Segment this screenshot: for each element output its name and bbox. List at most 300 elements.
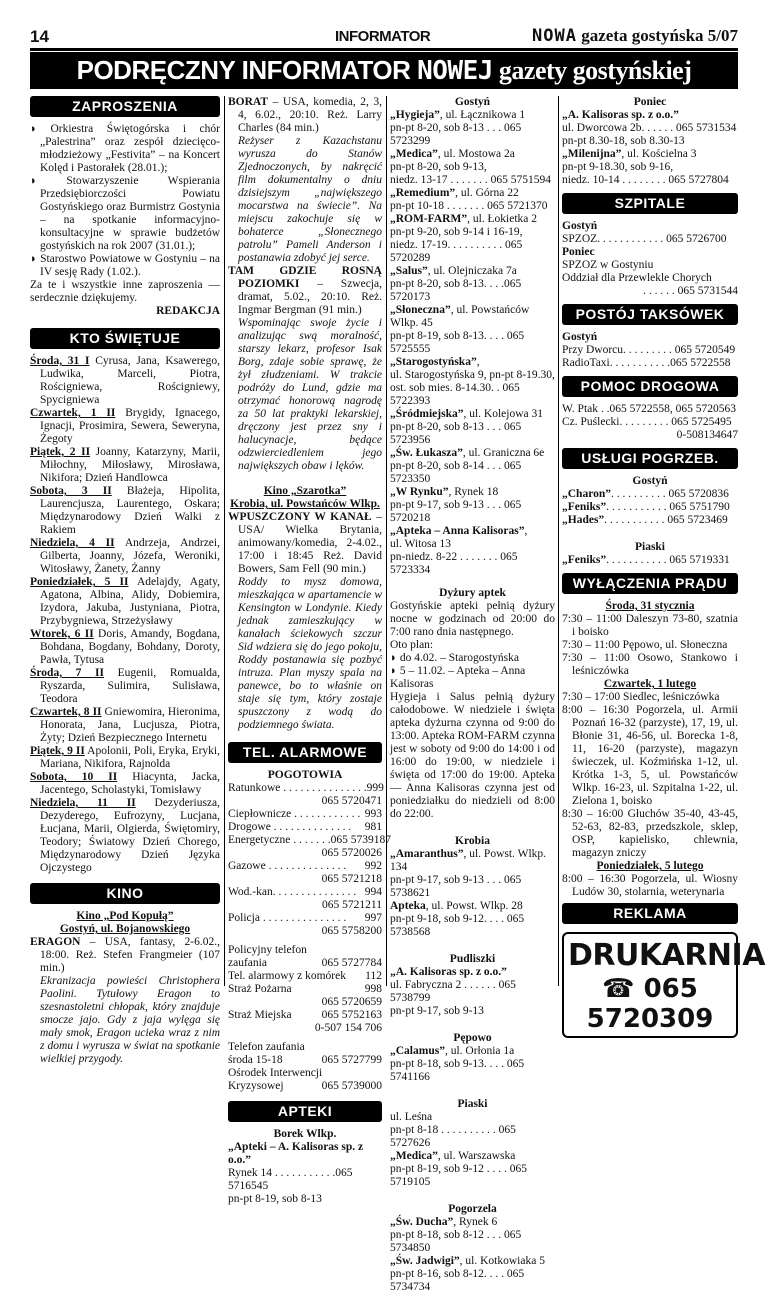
pharmacy-hours: niedz. 10-14 . . . . . . . . 065 5727804 [562, 174, 729, 186]
pharmacy-hours: pn-pt 8-16, sob 8-12. . . . 065 5734734 [390, 1268, 525, 1293]
pharmacy-title: „Św. Ducha” [390, 1216, 454, 1228]
title-nowej: NOWEJ [417, 56, 493, 86]
film-title: BORAT [228, 96, 269, 108]
funeral-number: . . . . . . . . . . . 065 5751790 [606, 501, 730, 513]
section-name: INFORMATOR [335, 28, 431, 45]
funeral-line [562, 554, 738, 567]
pharmacy-title: „Amaranthus” [390, 848, 464, 860]
publication-rest: gazeta gostyńska 5/07 [576, 26, 738, 45]
city-name: Gostyń [632, 475, 668, 487]
dyzury-text: Gostyńskie apteki pełnią dyżury nocne w godzinach od 20:00 do 7:00 rano dnia następnego. [390, 600, 555, 638]
pharmacy-hours: pn-pt 8-19, sob 9-12 . . . . 065 5719105 [390, 1163, 528, 1188]
nameday-entry [30, 797, 220, 875]
column-2 [228, 96, 391, 1206]
nameday-names: Eugenii, Romualda, Ryszarda, Sulimira, Sulisława, Teodora [40, 667, 220, 705]
column-divider [224, 96, 225, 986]
outage-date: Czwartek, 1 lutego [603, 678, 697, 690]
pharmacy-hours: pn-pt 10-18 . . . . . . . 065 5721370 [390, 200, 548, 212]
pharmacy-hours: ul. Starogostyńska 9, pn-pt 8-19.30, [390, 369, 555, 381]
alarm-number: 065 5752163 [321, 1009, 382, 1021]
city-name: Gostyń [454, 96, 491, 108]
pharmacy-title: „Śródmiejska” [390, 408, 464, 420]
pharmacy-address: , ul. Łącznikowa 1 [439, 109, 526, 121]
nameday-entry [30, 355, 220, 407]
nameday-entry [30, 485, 220, 537]
header-rule [30, 48, 738, 51]
film-info: – USA/ Wielka Brytania, animowany/komedia, 2-4.02., 17:00 i 18:45 Reż. David Bowers, Sam Fell (90 min.) [238, 511, 382, 575]
nameday-date: Niedziela, 4 II [30, 537, 115, 549]
nameday-entry [30, 537, 220, 576]
alarm-number: 112 [365, 970, 382, 982]
film-info: – USA, fantasy, 2-6.02., 18:00. Reż. Stefen Frangmeier (107 min.) [40, 936, 220, 974]
pharmacy-hours: pn-pt 9-18, sob 9-12. . . . 065 5738568 [390, 913, 525, 938]
zaproszenie-item: ◗ Stowarzyszenie Wspierania Przedsiębiorczości Powiatu Gostyńskiego oraz Burmistrz Gostynia – na spotkanie informacyjno-konsultacyjne w sprawie budżetów gostyńskich na rok 2007 (31.01.); [30, 175, 220, 252]
city-name: Gostyń [562, 331, 598, 343]
pharmacy-hours: pn-pt 8-20, sob 8-13 . . . 065 5723956 [390, 421, 522, 446]
pharmacy-name [390, 1255, 555, 1268]
funeral-list [562, 488, 738, 527]
outage-line: 8:00 – 16:30 Pogorzela, ul. Armii Poznań 16-32 (parzyste), 17, 19, ul. Błonie 31, 46-56, ul. Borecka 1-8, 11, 16-20 (parzyste), magazyn świeczek, ul. Koźmińska 1-12, ul. Krótka 1-3, 5, ul. Powstańców Wlkp. 16-23, ul. Szpitalna 1-22, ul. Zielona 1, boisko [562, 704, 738, 807]
alarm-row [228, 1009, 382, 1022]
ad-phone: ☎ 065 5720309 [586, 974, 714, 1034]
nameday-names: Doris, Amandy, Bogdana, Bohdana, Bogdany, Bohdany, Doroty, Pawła, Tytusa [40, 628, 220, 666]
alarm-number: 065 5720471 [321, 795, 382, 807]
alarm-row [228, 1080, 382, 1093]
nameday-entry [30, 667, 220, 706]
swietuje-heading: KTO ŚWIĘTUJE [30, 328, 220, 349]
outage-line: 7:30 – 17:00 Siedlec, leśniczówka [562, 691, 720, 703]
alarm-label: Tel. alarmowy z komórek [228, 970, 346, 982]
cinema-name: Kino „Pod Kopułą” [76, 910, 174, 922]
pharmacy-title: „Hygieja” [390, 109, 440, 121]
drogowa-heading: POMOC DROGOWA [562, 376, 738, 397]
zaproszenia-heading: ZAPROSZENIA [30, 96, 220, 117]
alarm-dots: . . . . . . . . . . . . . . [275, 886, 357, 898]
alarm-number: 994 [364, 886, 382, 898]
film-description: Ekranizacja powieści Christophera Paolini. Tytułowy Eragon to szesnastoletni chłopak, który znajduje smocze jajo. Gdy z jaja wylęga się mały smok, Eragon ucieka wraz z nim z domu i wyrusza w świat na spotkanie wielkiej przygody. [40, 975, 220, 1065]
alarmowe-heading: TEL. ALARMOWE [228, 742, 382, 763]
film-entry [228, 96, 382, 135]
alarm-number: 981 [364, 821, 382, 833]
szpitale-heading: SZPITALE [562, 193, 738, 214]
alarm-label: Kryzysowej [228, 1080, 284, 1092]
film-description: Wspominając swoje życie i analizując swą moralność, starszy lekarz, profesor Isak Borg, zdaje sobie sprawę, że żył złudzeniami. W trakcie podróży do Lund, gdzie ma otrzymać honorową nagrodę za 50 lat praktyki lekarskiej, dręczony jest przez sny i halucynacje, będące odzwierciedleniem jego największych obaw i lęków. [238, 317, 382, 472]
alarm-dots: . . . . . . . . . . . . . . [270, 821, 352, 833]
alarm-dots: . . . . . . . . . . . . . . [265, 860, 347, 872]
pharmacy-hours: pn-pt 9-20, sob 9-14 i 16-19, [390, 226, 523, 238]
pharmacy-title: „Słoneczna” [390, 304, 451, 316]
pharmacy-hours: pn-pt 8.30-18, sob 8.30-13 [562, 135, 685, 147]
pharmacy-name [390, 525, 555, 538]
alarm-number: 999 [366, 782, 384, 794]
pharmacy-address: , ul. Powstańców Wlkp. 45 [390, 304, 530, 329]
funeral-line [562, 501, 738, 514]
page-number: 14 [30, 27, 49, 46]
outage-list [562, 613, 738, 678]
funeral-number: . . . . . . . . . . . 065 5723469 [604, 514, 728, 526]
alarm-label [228, 860, 346, 873]
roadside-line: 0-508134647 [676, 429, 738, 441]
column-4 [562, 96, 765, 1038]
pharmacy-hours: pn-pt 8-20, sob 8-13 . . . 065 5723299 [390, 122, 522, 147]
funeral-name: „Charon” [562, 488, 611, 500]
alarm-label [228, 912, 346, 925]
nameday-names: Brygidy, Ignacego, Ignacji, Prosimira, Sewera, Seweryna, Żegoty [40, 407, 220, 445]
pharmacy-name [390, 408, 555, 421]
alarm-row [228, 912, 382, 925]
advertisement [562, 932, 765, 1038]
nameday-entry [30, 745, 220, 771]
taxi-heading: POSTÓJ TAKSÓWEK [562, 304, 738, 325]
nameday-names: Gniewomira, Hieronima, Honorata, Jana, Lucjusza, Piotra, Żyty; Dzień Bezpiecznego Internetu [40, 706, 220, 744]
pharmacy-hours: pn-pt 8-20, sob 8-13. . . .065 5720173 [390, 278, 522, 303]
hospital-line: SPZOZ. . . . . . . . . . . . 065 5726700 [562, 233, 727, 245]
outage-date: Poniedziałek, 5 lutego [596, 860, 704, 872]
city-name: Poniec [562, 246, 595, 258]
nameday-date: Sobota, 10 II [30, 771, 118, 783]
dyzury-heading: Dyżury aptek [439, 587, 506, 599]
pharmacy-title: „Św. Łukasza” [390, 447, 463, 459]
alarm-label: środa 15-18 [228, 1054, 283, 1066]
alarm-row [228, 886, 382, 899]
nameday-names: Apolonii, Poli, Eryka, Eryki, Mariana, Nikifora, Rajnolda [40, 745, 220, 770]
pharmacy-address: , ul. Kościelna 3 [621, 148, 697, 160]
city-name: Borek Wlkp. [273, 1128, 337, 1140]
alarm-label: zaufania [228, 957, 267, 969]
pharmacy-address: , [524, 525, 528, 537]
plan-item: ◗ do 4.02. – Starogostyńska [390, 652, 519, 664]
pharmacy-hours: pn-pt 8-18 . . . . . . . . . . 065 5727626 [390, 1124, 516, 1149]
pharmacy-address: , ul. Kolejowa 31 [463, 408, 544, 420]
pharmacy-name: „Apteki – A. Kalisoras sp. z o.o.” [228, 1141, 364, 1166]
alarm-label: Policyjny telefon [228, 944, 307, 956]
pharmacy-title: „Salus” [390, 265, 428, 277]
alarm-number: 997 [364, 912, 382, 924]
nameday-names: Adelajdy, Agaty, Agatona, Albina, Alidy, Dobiemira, Izydora, Jakuba, Justyniana, Piotra, Przybygniewa, Strzeżysławy [40, 576, 220, 627]
nameday-date: Piątek, 2 II [30, 446, 91, 458]
pharmacy-name [390, 1045, 555, 1058]
city-name: Piaski [634, 541, 666, 553]
alarm-dots: . . . . . . . . . . . . . . . [259, 912, 347, 924]
film-description: Reżyser z Kazachstanu wyrusza do Stanów Zjednoczonych, by nakręcić film dokumentalny o dniu dzisiejszym „największego mocarstwa na świecie”. Na miejscu zakochuje się w bohaterce „Słonecznego patrolu” Pameli Anderson i postanawia zdobyć jej serce. [238, 135, 382, 264]
alarm-number: 065 5721211 [322, 899, 382, 911]
pharmacy-hours: pn-pt 9-18.30, sob 9-16, [562, 161, 674, 173]
alarm-dots: . . . . . . . . . . . . [291, 808, 361, 820]
nameday-date: Piątek, 9 II [30, 745, 85, 757]
outage-line: 7:30 – 11:00 Osowo, Stankowo i leśniczówka [562, 652, 738, 677]
alarm-label: Straż Miejska [228, 1009, 292, 1021]
alarm-label [228, 886, 356, 899]
funeral-name: „Feniks” [562, 554, 607, 566]
pharmacy-address: , ul. Górna 22 [455, 187, 519, 199]
pharmacy-name [390, 148, 555, 161]
alarm-row [228, 821, 382, 834]
zaproszenia-closing: Za te i wszystkie inne zaproszenia — serdecznie dziękujemy. [30, 279, 220, 304]
zaproszenie-item: ◗ Starostwo Powiatowe w Gostyniu – na IV sesję Rady (1.02.). [30, 253, 220, 278]
nameday-names: Cyrusa, Jana, Ksawerego, Ludwika, Marceli, Piotra, Rościgniewa, Rościgniewy, Spycigniewa [40, 355, 220, 406]
pharmacy-name: „A. Kalisoras sp. z o.o.” [390, 966, 507, 978]
nameday-entry [30, 407, 220, 446]
funeral-line [562, 514, 738, 527]
column-1 [30, 96, 220, 1066]
pharmacy-title: „Apteka – Anna Kalisoras” [390, 525, 525, 537]
outage-line: 8:00 – 16:30 Pogorzela, ul. Wiosny Ludów 30, stolarnia, weterynaria [562, 873, 738, 898]
pharmacy-name [562, 148, 738, 161]
outage-line: 7:30 – 11:00 Pępowo, ul. Słoneczna [562, 639, 728, 651]
alarm-number: 065 5720026 [321, 847, 382, 859]
zaproszenie-text: Starostwo Powiatowe w Gostyniu – na IV sesję Rady (1.02.). [40, 253, 220, 278]
zaproszenia-signature: REDAKCJA [156, 305, 220, 317]
ad-title: DRUKARNIA [568, 938, 765, 973]
pharmacy-hours: pn-pt 8-19, sob 8-13. . . . 065 5725555 [390, 330, 525, 355]
nameday-names: Hiacynta, Jacka, Jacentego, Scholastyki, Tomisławy [40, 771, 220, 796]
funeral-name: „Feniks” [562, 501, 607, 513]
zaproszenie-text: Stowarzyszenie Wspierania Przedsiębiorczości Powiatu Gostyńskiego oraz Burmistrz Gostynia – na spotkanie informacyjno-konsultacyjne w sprawie budżetów gostyńskich na rok 2007 (31.01.); [40, 175, 220, 252]
pogrzeb-heading: USŁUGI POGRZEB. [562, 448, 738, 469]
nameday-date: Środa, 7 II [30, 667, 104, 679]
outage-date: Środa, 31 stycznia [605, 600, 695, 612]
swietuje-list [30, 355, 220, 875]
alarm-row [228, 860, 382, 873]
alarm-row [228, 808, 382, 821]
outage-line: 7:30 – 11:00 Daleszyn 73-80, szatnia i boisko [562, 613, 738, 638]
pharmacy-list [390, 109, 555, 577]
pharmacy-hours: pn-pt 8-19, sob 8-13 [228, 1193, 322, 1205]
outage-list [562, 691, 738, 860]
title-rest: gazety gostyńskiej [492, 56, 692, 85]
alarm-number: 065 5720659 [321, 996, 382, 1008]
pharmacy-name: „A. Kalisoras sp. z o.o.” [562, 109, 679, 121]
alarm-row [228, 782, 382, 795]
publication-prefix: NOWA [532, 26, 577, 46]
pharmacy-name [390, 447, 555, 460]
pharmacy-hours: niedz. 17-19. . . . . . . . . . 065 5720289 [390, 239, 523, 264]
alarm-label [228, 782, 367, 795]
alarm-label: Telefon zaufania [228, 1041, 305, 1053]
column-3 [390, 96, 555, 1294]
pharmacy-address: ul. Fabryczna 2 . . . . . . 065 5738799 [390, 979, 516, 1004]
pharmacy-hours: pn-pt 8-20, sob 9-13, [390, 161, 487, 173]
city-name: Krobia [455, 835, 490, 847]
nameday-names: Joanny, Katarzyny, Marii, Miłochny, Miłosławy, Mirosława, Nikifora; Dzień Handlowca [40, 446, 220, 484]
pharmacy-address: , ul. Łokietka 2 [467, 213, 538, 225]
publication-name [532, 26, 738, 46]
film-title: ERAGON [30, 936, 81, 948]
alarm-dots: . . . . . . . . . . . . . . . [280, 782, 367, 794]
apteki-heading: APTEKI [228, 1101, 382, 1122]
nameday-entry [30, 446, 220, 485]
alarm-row [228, 957, 382, 970]
pharmacy-address: , ul. Mostowa 2a [437, 148, 515, 160]
alarm-row [228, 983, 382, 996]
alarm-number: 993 [364, 808, 382, 820]
pharmacy-title: „Calamus” [390, 1045, 445, 1057]
pharmacy-name [390, 486, 555, 499]
pharmacy-hours: pn-pt 8-20, sob 8-14 . . . 065 5723350 [390, 460, 522, 485]
cinema-name: Kino „Szarotka” [263, 485, 347, 497]
funeral-number: . . . . . . . . . . . 065 5719331 [606, 554, 730, 566]
alarm-row [228, 1054, 382, 1067]
kino-heading: KINO [30, 883, 220, 904]
pharmacy-name [390, 848, 555, 874]
alarm-name: Wod.-kan. [228, 886, 276, 898]
pharmacy-address: , Rynek 18 [448, 486, 499, 498]
film-info: – USA, komedia, 2, 3, 4, 6.02., 20:10. Reż. Larry Charles (84 min.) [238, 96, 382, 134]
pharmacy-address: ul. Leśna [390, 1111, 433, 1123]
plan-text: 5 – 11.02. – Apteka – Anna Kalisoras [390, 665, 526, 690]
outage-list [562, 873, 738, 899]
pharmacy-name [390, 109, 555, 122]
outage-line: 8:30 – 16:00 Głuchów 35-40, 43-45, 52-63, 82-83, przedszkole, sklep, OSP, kapielisko, chlewnia, magazyn zniczy [562, 808, 738, 859]
pharmacy-address: Rynek 14 . . . . . . . . . . .065 5716545 [228, 1167, 353, 1192]
alarm-number: 065 5739000 [321, 1080, 382, 1092]
title-main: PODRĘCZNY INFORMATOR [76, 55, 418, 85]
pharmacy-hours: pn-niedz. 8-22 . . . . . . . 065 5723334 [390, 551, 518, 576]
alarm-number: 065 5758200 [321, 925, 382, 937]
nameday-date: Poniedziałek, 5 II [30, 576, 129, 588]
pharmacy-name [390, 900, 555, 913]
pharmacy-hours: niedz. 13-17 . . . . . . . 065 5751594 [390, 174, 551, 186]
page-title [30, 52, 738, 89]
roadside-line: W. Ptak . .065 5722558, 065 5720563 [562, 403, 736, 415]
nameday-names: Andrzeja, Andrzei, Gilberta, Joanny, Józefa, Weroniki, Witosławy, Żanety, Żanny [40, 537, 220, 575]
roadside-line: Cz. Puślecki. . . . . . . . . 065 5725495 [562, 416, 732, 428]
pharmacy-title: „Starogostyńska” [390, 356, 477, 368]
alarm-label: Ośrodek Interwencji [228, 1067, 323, 1079]
film-title: TAM GDZIE ROSNĄ POZIOMKI [228, 265, 382, 290]
plan-label: Oto plan: [390, 639, 434, 651]
pharmacy-hours: ul. Witosa 13 [390, 538, 451, 550]
film-entry [30, 936, 220, 975]
pharmacy-title: „ROM-FARM” [390, 213, 468, 225]
pharmacy-title: „Remedium” [390, 187, 456, 199]
page-header [0, 22, 768, 44]
city-name: Pudliszki [449, 953, 496, 965]
alarm-number: 0-507 154 706 [314, 1022, 382, 1034]
pharmacy-name [390, 265, 555, 278]
pharmacy-name [390, 1216, 555, 1229]
nameday-entry [30, 628, 220, 667]
nameday-date: Sobota, 3 II [30, 485, 112, 497]
pharmacy-hours: pn-pt 9-17, sob 9-13 [390, 1005, 484, 1017]
pharmacy-hours: pn-pt 8-18, sob 8-12 . . . 065 5734850 [390, 1229, 522, 1254]
pharmacy-hours: pn-pt 9-17, sob 9-13 . . . 065 5738621 [390, 874, 522, 899]
alarm-name: Ratunkowe [228, 782, 281, 794]
pharmacy-title: „Milenijna” [562, 148, 622, 160]
hospital-line: Oddział dla Przewlekle Chorych [562, 272, 712, 284]
alarm-name: Ciepłownicze [228, 808, 292, 820]
film-entry [228, 265, 382, 317]
pharmacy-address: , ul. Kotkowiaka 5 [459, 1255, 545, 1267]
alarm-name: Energetyczne [228, 834, 291, 846]
pharmacy-name [390, 356, 555, 369]
pharmacy-title: „Medica” [390, 148, 438, 160]
nameday-names: Dezyderiusza, Dezyderego, Eufrozyny, Lucjana, Łucjana, Marii, Olgierda, Świętomiry, Teodory; Światowy Dzień Chorego, Międzynarodowy Dzień Języka Ojczystego [40, 797, 221, 874]
pharmacy-address: , ul. Graniczna 6e [462, 447, 545, 459]
pharmacy-title: „Św. Jadwigi” [390, 1255, 460, 1267]
nameday-date: Czwartek, 8 II [30, 706, 102, 718]
cinema-address: Krobia, ul. Powstańców Wlkp. [230, 498, 380, 510]
film-info: – Szwecja, dramat, 5.02., 20:10. Reż. Ingmar Bergman (91 min.) [238, 278, 382, 316]
funeral-list [562, 554, 738, 567]
alarm-row [228, 834, 391, 847]
column-divider [386, 96, 387, 986]
funeral-number: . . . . . . . . . . 065 5720836 [611, 488, 729, 500]
alarm-number: 065 5727784 [321, 957, 382, 969]
alarm-label: Straż Pożarna [228, 983, 292, 995]
pharmacy-address: , Rynek 6 [453, 1216, 498, 1228]
pharmacy-title: „W Rynku” [390, 486, 449, 498]
pharmacy-address: , ul. Warszawska [437, 1150, 516, 1162]
pogotowia-subheading: POGOTOWIA [267, 769, 343, 781]
city-name: Pogorzela [448, 1203, 497, 1215]
pharmacy-name [390, 304, 555, 330]
reklama-heading: REKLAMA [562, 903, 738, 924]
film-description: Roddy to mysz domowa, mieszkająca w apartamencie w Kensington w Londynie. Kiedy jednak zamieszkujący w kanałach ściekowych szczur Sid wdziera się do jego pokoju, Roddy postanawia się pozbyć intruza. Plan myszy spala na panewce, bo to właśnie on staje się tym, który zostaje spuszczony z wodą do podziemnego świata. [238, 576, 382, 731]
nameday-date: Środa, 31 I [30, 355, 90, 367]
pharmacy-name [390, 187, 555, 200]
pharmacy-title: Apteka [390, 900, 426, 912]
pradu-heading: WYŁĄCZENIA PRĄDU [562, 573, 738, 594]
pharmacy-address: , ul. Powst. Wlkp. 28 [425, 900, 523, 912]
film-title: WPUSZCZONY W KANAŁ [228, 511, 372, 523]
pharmacy-address: , ul. Powst. Wlkp. 134 [390, 848, 547, 873]
pharmacy-address: , ul. Olejniczaka 7a [427, 265, 517, 277]
pharmacy-address: , ul. Orłonia 1a [444, 1045, 515, 1057]
pharmacy-title: „Medica” [390, 1150, 438, 1162]
nameday-date: Czwartek, 1 II [30, 407, 116, 419]
nameday-date: Niedziela, 11 II [30, 797, 136, 809]
pharmacy-hours: pn-pt 8-18, sob 9-13. . . . 065 5741166 [390, 1058, 525, 1083]
plan-rest: Hygieja i Salus pełnią dyżury całodobowe. W niedziele i święta apteka dyżurna czynna od 9:00 do 13:00. Apteka ROM-FARM czynna jest w soboty od 9:00 do 14:00 i od 16:00 do 19:00, w niedziele i święta od 17:00 do 19:00. Apteka — Anna Kalisoras czynna jest od poniedziałku do niedzieli od 8:00 do 22:00. [390, 691, 555, 820]
pharmacy-hours: pn-pt 9-17, sob 9-13 . . . 065 5720218 [390, 499, 522, 524]
nameday-names: Błażeja, Hipolita, Laurencjusza, Laurentego, Oskara; Międzynarodowy Dzień Walki z Rakiem [40, 485, 220, 536]
zaproszenie-text: Orkiestra Świętogórska i chór „Palestrina” oraz zespół dziecięco-młodzieżowy „Festivita” – na Koncert Kolęd i Pastorałek (28.01.); [40, 123, 220, 174]
film-entry [228, 511, 382, 576]
plan-item: ◗ 5 – 11.02. – Apteka – Anna Kalisoras [390, 665, 526, 690]
alarm-name: Drogowe [228, 821, 271, 833]
alarm-number: 065 5739187 [330, 834, 391, 846]
hospital-line: . . . . . . 065 5731544 [643, 285, 738, 297]
city-name: Pępowo [453, 1032, 492, 1044]
alarm-number: 992 [364, 860, 382, 872]
nameday-entry [30, 706, 220, 745]
pharmacy-hours: ost. sob mies. 8-14.30. . 065 5722393 [390, 382, 520, 407]
alarm-number: 065 5727799 [321, 1054, 382, 1066]
taxi-line: RadioTaxi. . . . . . . . . . .065 5722558 [562, 357, 731, 369]
plan-text: do 4.02. – Starogostyńska [399, 652, 519, 664]
alarm-label [228, 834, 331, 847]
alarm-number: 065 5721218 [321, 873, 382, 885]
funeral-line [562, 488, 738, 501]
column-divider [558, 96, 559, 986]
nameday-entry [30, 576, 220, 628]
alarm-number: 998 [364, 983, 382, 995]
hospital-line: SPZOZ w Gostyniu [562, 259, 654, 271]
alarm-name: Policja [228, 912, 260, 924]
funeral-name: „Hades” [562, 514, 605, 526]
zaproszenie-item: ◗ Orkiestra Świętogórska i chór „Palestrina” oraz zespół dziecięco-młodzieżowy „Festivita” – na Koncert Kolęd i Pastorałek (28.01.); [30, 123, 220, 174]
alarm-name: Gazowe [228, 860, 266, 872]
alarm-row [228, 970, 382, 983]
alarm-label [228, 808, 360, 821]
pharmacy-address: , [476, 356, 480, 368]
cinema-address: Gostyń, ul. Bojanowskiego [59, 923, 191, 935]
alarm-label [228, 821, 351, 834]
city-name: Piaski [457, 1098, 488, 1110]
pharmacy-name [390, 213, 555, 226]
alarm-rows [228, 782, 391, 938]
